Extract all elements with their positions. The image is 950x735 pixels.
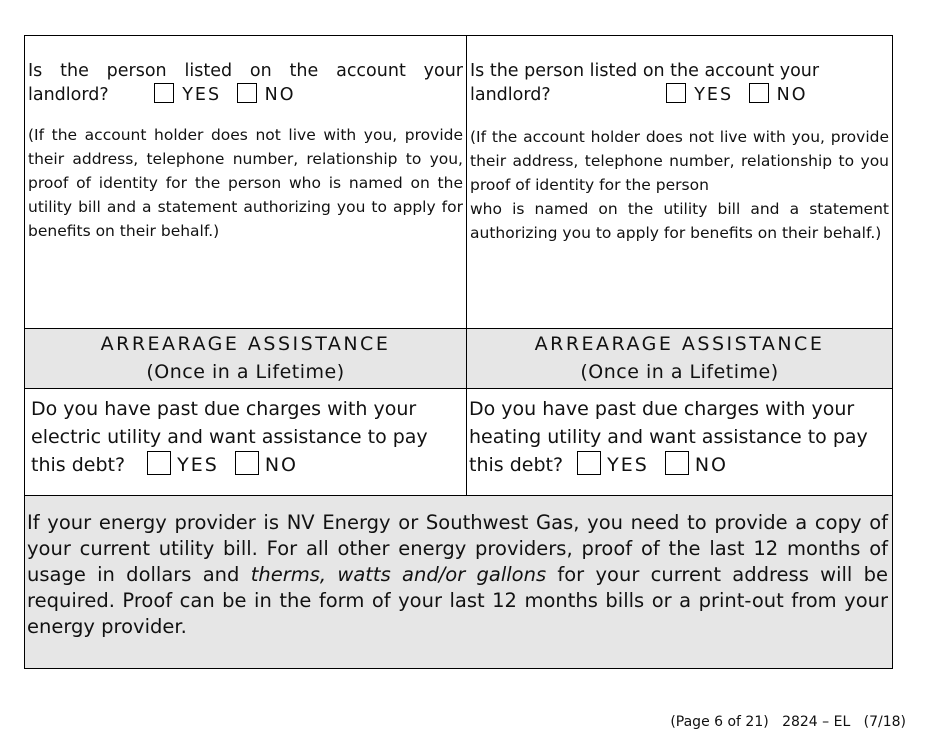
- past-due-row: [25, 389, 893, 496]
- landlord-question-right: [467, 36, 893, 329]
- past-due-heating-no-label: NO: [694, 454, 728, 476]
- landlord-question-text-right: Is the person listed on the account your landlord?: [470, 61, 820, 105]
- landlord-yes-no: [154, 83, 305, 107]
- utility-bill-note: [25, 496, 893, 669]
- past-due-electric-no-label: NO: [264, 454, 298, 476]
- form-id: 2824 – EL: [782, 714, 851, 730]
- past-due-heating-yes-no: [577, 451, 738, 479]
- landlord-yes-label-right: YES: [694, 85, 734, 105]
- past-due-heating-yes-checkbox[interactable]: [577, 451, 601, 475]
- arrearage-header-right: [467, 329, 893, 389]
- arrearage-subtitle-right: (Once in a Lifetime): [580, 361, 779, 383]
- past-due-electric-yes-no: [147, 451, 308, 479]
- landlord-no-checkbox-right[interactable]: [749, 83, 769, 103]
- landlord-note-right: [470, 125, 889, 245]
- landlord-row: [25, 36, 893, 329]
- utility-bill-note-part2: for your current address will be required. Proof can be in the form of your last 12 months bills or a print-out from your energy provider.: [27, 563, 888, 638]
- past-due-electric-no-checkbox[interactable]: [235, 451, 259, 475]
- past-due-heating-yes-label: YES: [607, 454, 649, 476]
- landlord-yes-label: YES: [182, 85, 222, 105]
- bill-note-row: [25, 496, 893, 669]
- energy-assistance-form-table: [24, 35, 893, 669]
- utility-bill-note-part1: If your energy provider is NV Energy or Southwest Gas, you need to provide a copy of your current utility bill. For all other energy providers, proof of the last 12 months of usage in dollars and: [27, 511, 888, 586]
- arrearage-title-left: ARREARAGE ASSISTANCE: [100, 333, 391, 355]
- landlord-yes-checkbox-right[interactable]: [666, 83, 686, 103]
- landlord-note-right-part1: (If the account holder does not live with you, provide their address, telephone number, relationship to you proof of identity for the person: [470, 128, 889, 194]
- past-due-heating-question: Do you have past due charges with your heating utility and want assistance to pay this debt?: [469, 398, 868, 476]
- past-due-electric-yes-label: YES: [177, 454, 219, 476]
- past-due-electric-yes-checkbox[interactable]: [147, 451, 171, 475]
- arrearage-header-row: [25, 329, 893, 389]
- past-due-heating-cell: [467, 389, 893, 496]
- past-due-electric-question: Do you have past due charges with your electric utility and want assistance to pay this debt?: [31, 398, 428, 476]
- landlord-no-checkbox[interactable]: [237, 83, 257, 103]
- page-footer: [0, 714, 906, 730]
- past-due-heating-no-checkbox[interactable]: [665, 451, 689, 475]
- landlord-no-label-right: NO: [776, 85, 808, 105]
- landlord-yes-no-right: [666, 83, 817, 107]
- landlord-note: (If the account holder does not live with you, provide their address, telephone number, relationship to you, proof of identity for the person who is named on the utility bill and a statement authorizing you to apply for benefits on their behalf.): [28, 126, 463, 240]
- past-due-electric-cell: [25, 389, 467, 496]
- arrearage-title-right: ARREARAGE ASSISTANCE: [534, 333, 825, 355]
- landlord-yes-checkbox[interactable]: [154, 83, 174, 103]
- utility-bill-note-units: therms, watts and/or gallons: [250, 563, 547, 586]
- landlord-question-text: Is the person listed on the account your landlord?: [28, 61, 463, 105]
- landlord-note-right-part2: who is named on the utility bill and a statement authorizing you to apply for benefits on their behalf.): [470, 200, 889, 242]
- form-revision: (7/18): [863, 714, 906, 730]
- landlord-question-left: [25, 36, 467, 329]
- page-number: (Page 6 of 21): [670, 714, 769, 730]
- landlord-no-label: NO: [264, 85, 296, 105]
- arrearage-subtitle-left: (Once in a Lifetime): [146, 361, 345, 383]
- arrearage-header-left: [25, 329, 467, 389]
